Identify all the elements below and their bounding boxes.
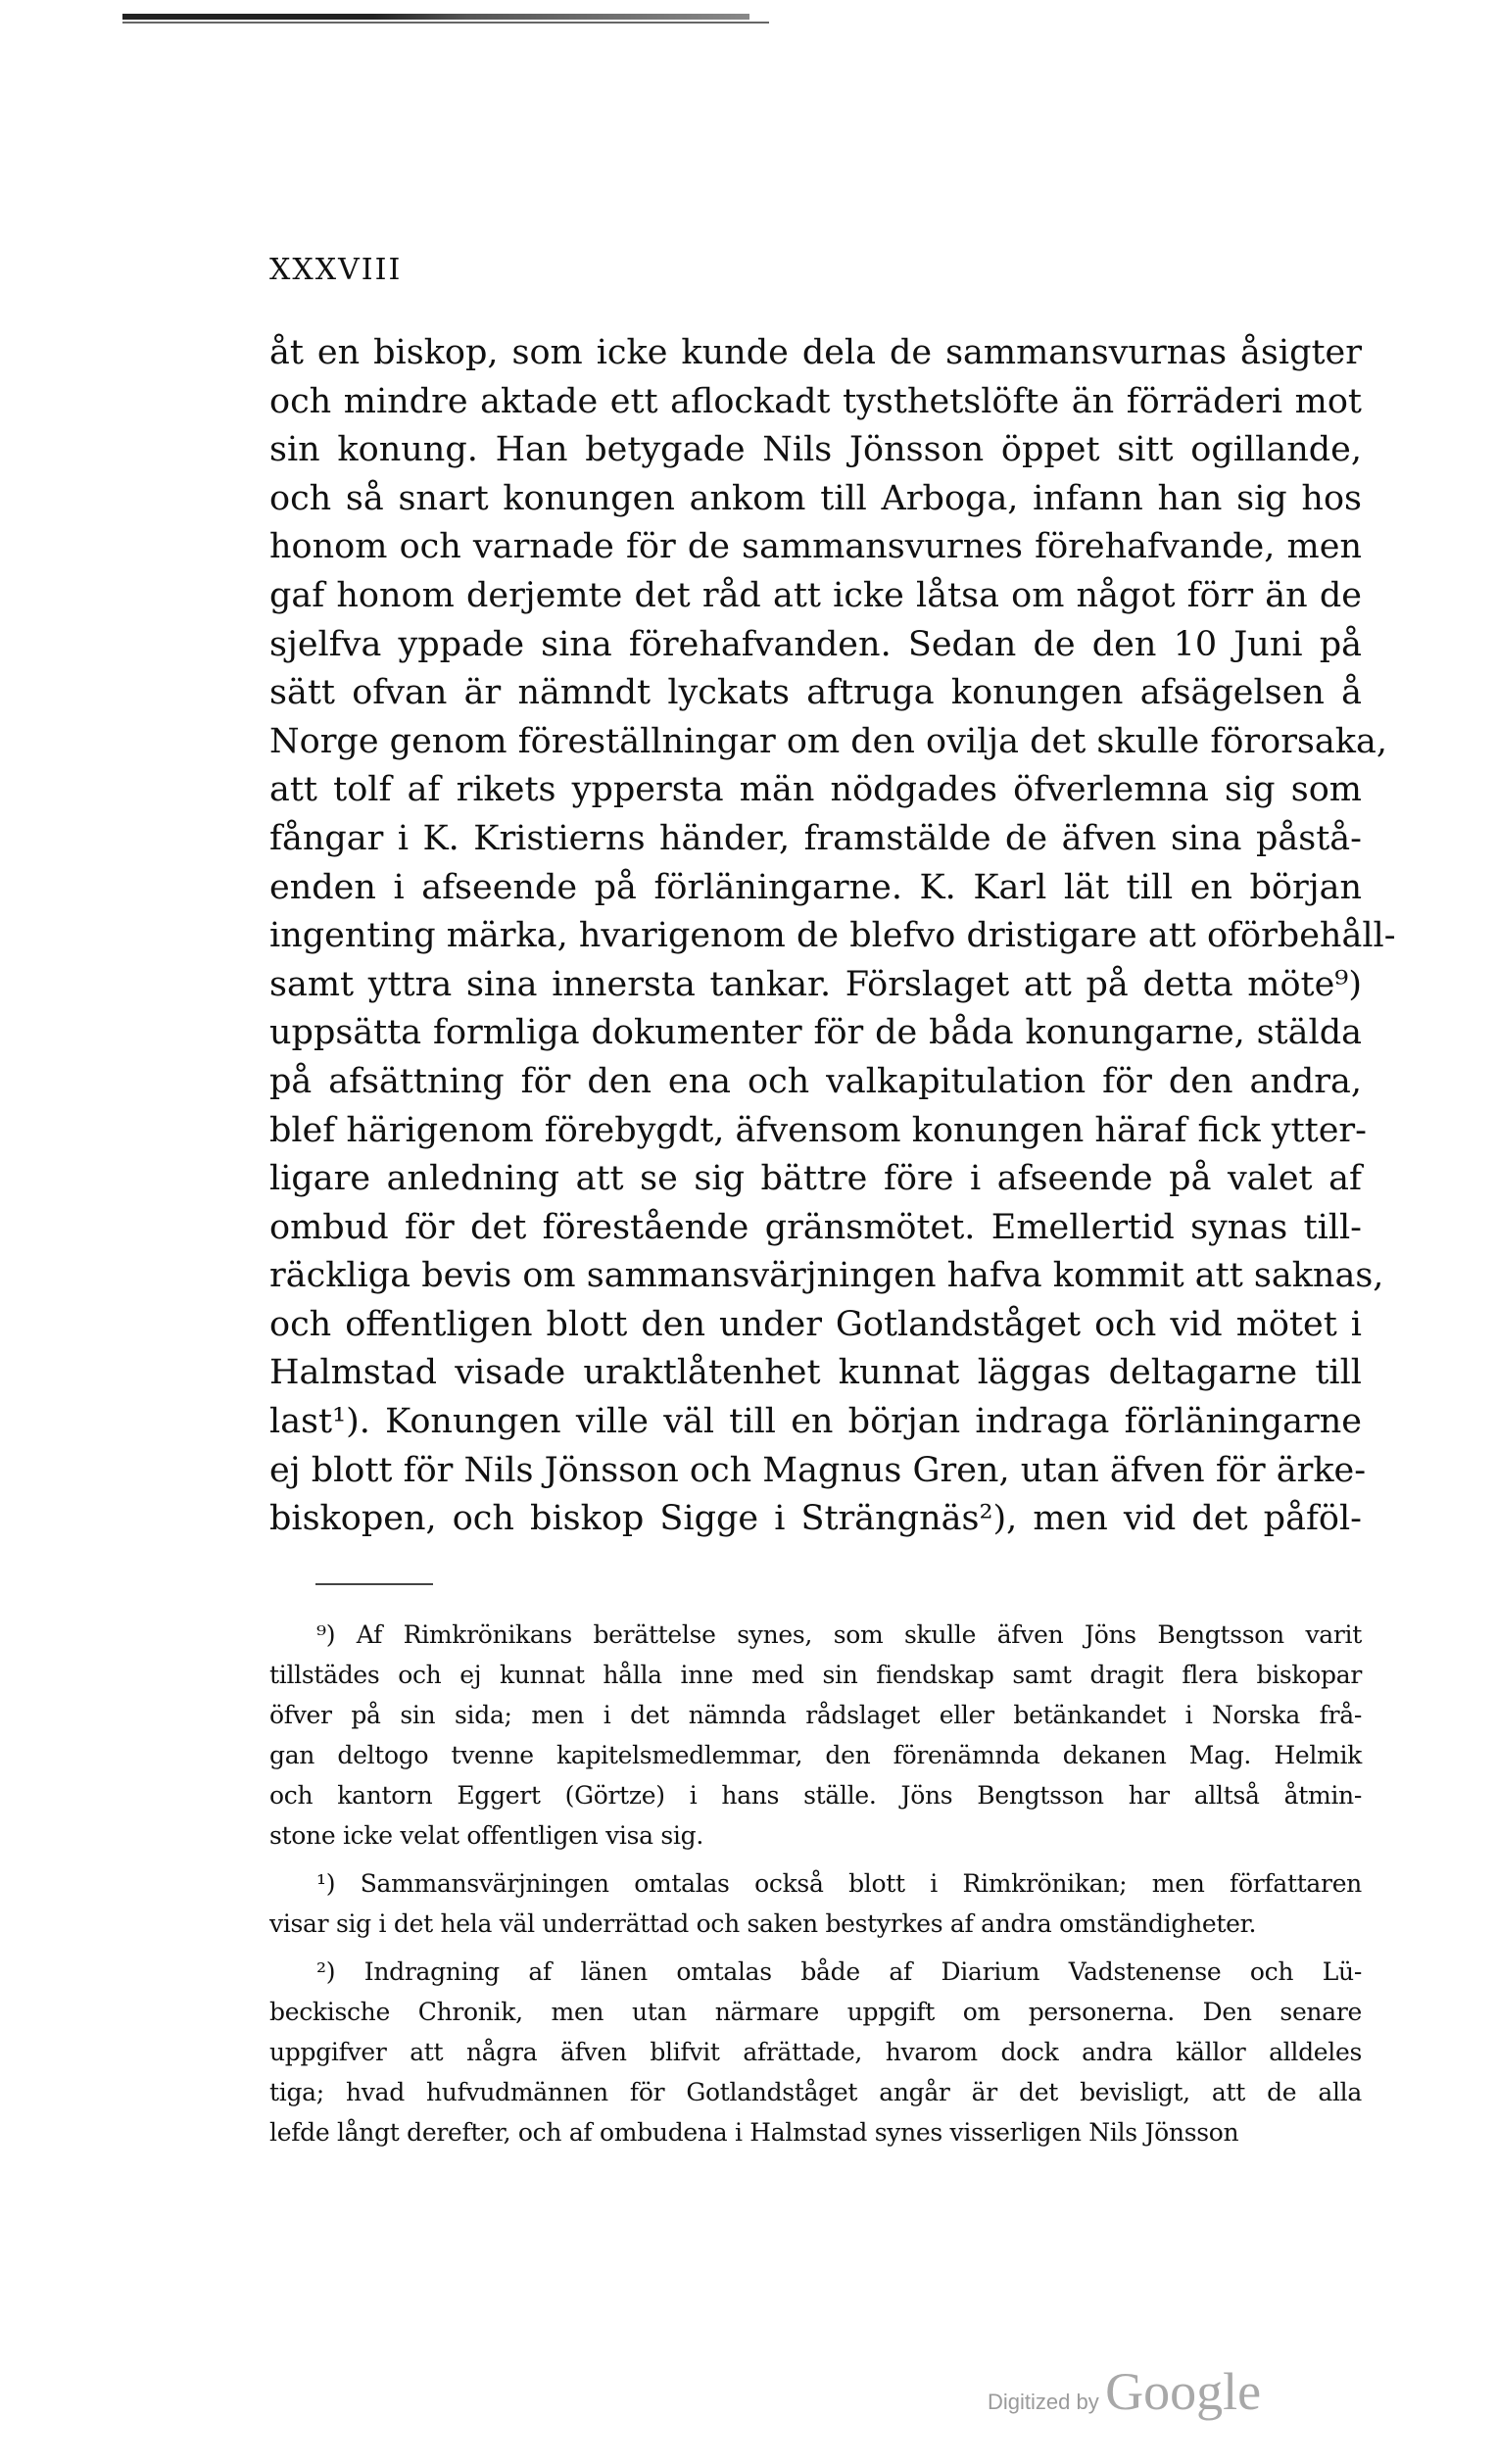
body-line: och offentligen blott den under Gotlandståget och vid mötet i [269, 1304, 1362, 1344]
footnote-line: stone icke velat offentligen visa sig. [269, 1821, 703, 1850]
body-line: biskopen, och biskop Sigge i Strängnäs²), men vid det påföl- [269, 1499, 1362, 1539]
body-line: räckliga bevis om sammansvärjningen hafva kommit att saknas, [269, 1256, 1384, 1296]
body-line: och så snart konungen ankom till Arboga, infann han sig hos [269, 478, 1362, 518]
page-number: XXXVIII [269, 253, 403, 287]
body-line: ombud för det förestående gränsmötet. Emellertid synas till- [269, 1207, 1362, 1247]
body-line: Norge genom föreställningar om den ovilja det skulle förorsaka, [269, 721, 1387, 761]
watermark-prefix: Digitized by [988, 2390, 1099, 2414]
body-line: sin konung. Han betygade Nils Jönsson öppet sitt ogillande, [269, 430, 1362, 470]
top-border-rule-thin [122, 22, 769, 24]
top-border-rule [122, 14, 749, 20]
footnote-line: visar sig i det hela väl underrättad och saken bestyrkes af andra omständigheter. [269, 1909, 1257, 1938]
footnote-line: ¹) Sammansvärjningen omtalas också blott i Rimkrönikan; men författaren [316, 1869, 1362, 1898]
footnote-line: och kantorn Eggert (Görtze) i hans ställe. Jöns Bengtsson har alltså åtmin- [269, 1781, 1362, 1810]
body-line: och mindre aktade ett aflockadt tysthetslöfte än förräderi mot [269, 381, 1362, 421]
body-line: åt en biskop, som icke kunde dela de sammansvurnas åsigter [269, 333, 1362, 372]
body-text [269, 329, 1396, 1544]
body-line: blef härigenom förebygdt, äfvensom konungen häraf fick ytter- [269, 1110, 1367, 1150]
body-line: last¹). Konungen ville väl till en början indraga förläningarne [269, 1402, 1362, 1442]
footnote [269, 1952, 1362, 2152]
body-line: ej blott för Nils Jönsson och Magnus Gren, utan äfven för ärke- [269, 1450, 1367, 1490]
body-line: enden i afseende på förläningarne. K. Karl lät till en början [269, 867, 1362, 907]
footnote-line: uppgifver att några äfven blifvit afrättade, hvarom dock andra källor alldeles [269, 2038, 1362, 2066]
footnote-line: ⁹) Af Rimkrönikans berättelse synes, som skulle äfven Jöns Bengtsson varit [316, 1620, 1362, 1649]
footnote [269, 1615, 1362, 1856]
footnote-line: gan deltogo tvenne kapitelsmedlemmar, den förenämnda dekanen Mag. Helmik [269, 1741, 1362, 1769]
body-line: ingenting märka, hvarigenom de blefvo dristigare att oförbehåll- [269, 916, 1396, 956]
body-line: på afsättning för den ena och valkapitulation för den andra, [269, 1061, 1362, 1101]
footnote-line: lefde långt derefter, och af ombudena i Halmstad synes visserligen Nils Jönsson [269, 2118, 1239, 2147]
watermark-brand-logo: Google [1105, 2362, 1262, 2421]
body-line: samt yttra sina innersta tankar. Förslaget att på detta möte⁹) [269, 964, 1362, 1004]
body-line: sätt ofvan är nämndt lyckats aftruga konungen afsägelsen å [269, 673, 1362, 713]
body-line: fångar i K. Kristierns händer, framstälde de äfven sina påstå- [269, 818, 1362, 858]
body-line: gaf honom derjemte det råd att icke låtsa om något förr än de [269, 575, 1362, 615]
body-line: ligare anledning att se sig bättre före i afseende på valet af [269, 1159, 1362, 1199]
footnote-line: öfver på sin sida; men i det nämnda rådslaget eller betänkandet i Norska frå- [269, 1701, 1362, 1729]
body-line: sjelfva yppade sina förehafvanden. Sedan de den 10 Juni på [269, 624, 1362, 664]
footnote-line: tiga; hvad hufvudmännen för Gotlandståget angår är det bevisligt, att de alla [269, 2078, 1362, 2106]
footnotes [269, 1615, 1362, 2160]
footnote [269, 1863, 1362, 1944]
footnote-separator [315, 1583, 433, 1585]
footnote-line: beckische Chronik, men utan närmare uppgift om personerna. Den senare [269, 1998, 1362, 2026]
body-line: Halmstad visade uraktlåtenhet kunnat läggas deltagarne till [269, 1353, 1362, 1393]
body-line: uppsätta formliga dokumenter för de båda konungarne, stälda [269, 1013, 1362, 1053]
digitized-watermark [988, 2361, 1261, 2422]
footnote-line: tillstädes och ej kunnat hålla inne med sin fiendskap samt dragit flera biskopar [269, 1661, 1362, 1689]
body-line: att tolf af rikets yppersta män nödgades öfverlemna sig som [269, 770, 1362, 810]
body-line: honom och varnade för de sammansvurnes förehafvande, men [269, 527, 1362, 567]
footnote-line: ²) Indragning af länen omtalas både af Diarium Vadstenense och Lü- [316, 1957, 1362, 1986]
